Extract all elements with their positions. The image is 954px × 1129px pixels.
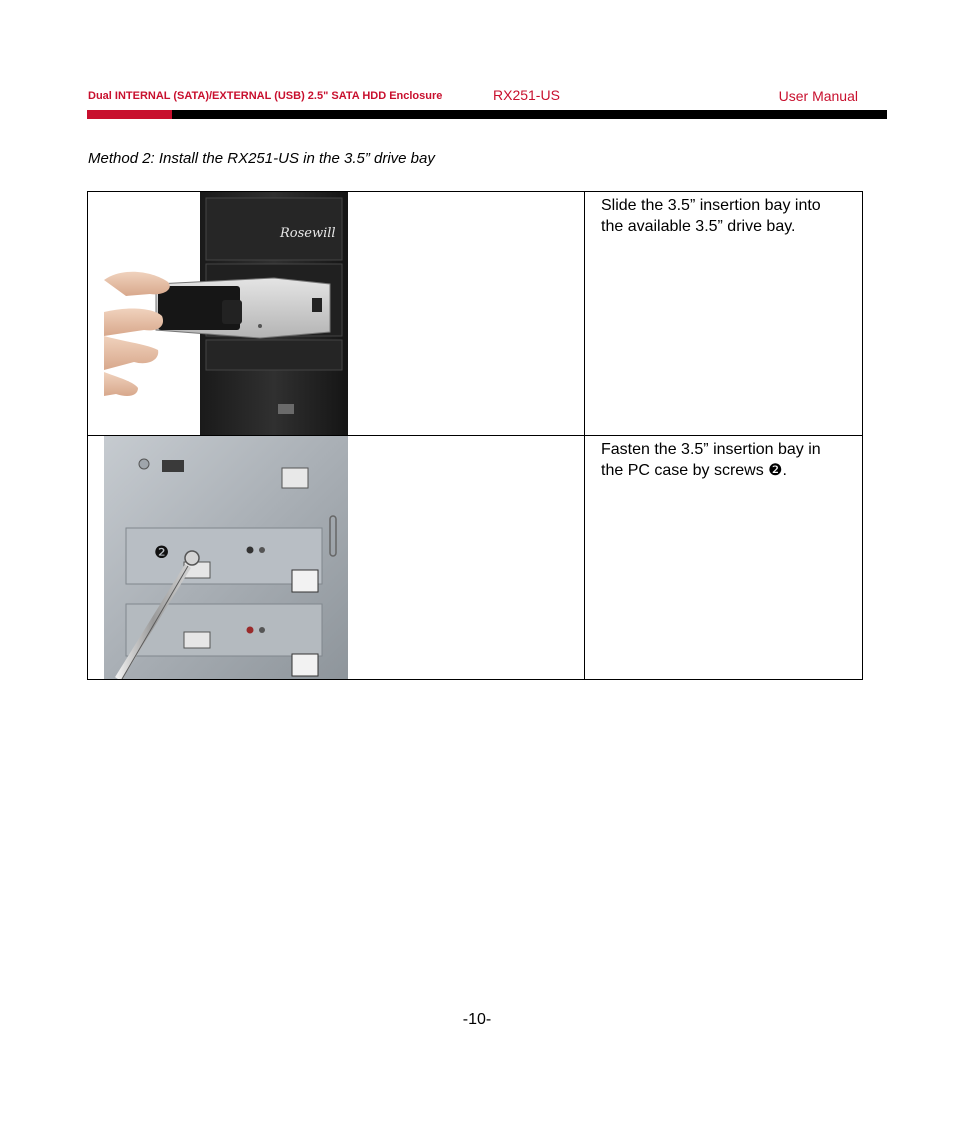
step-2-text-cell [585, 436, 863, 680]
screw-marker: ❷ [154, 543, 170, 563]
header-rule-accent [87, 110, 172, 119]
table-row [88, 192, 863, 436]
step-2-instruction: Fasten the 3.5” insertion bay in the PC case by screws ❷. [601, 441, 821, 479]
insert-bay-photo [104, 192, 348, 435]
step-1-instruction: Slide the 3.5” insertion bay into the available 3.5” drive bay. [601, 197, 821, 235]
fasten-screws-photo [104, 436, 348, 679]
step-1-image-cell [88, 192, 585, 436]
header-manual-label: User Manual [778, 88, 858, 104]
steps-table [87, 191, 863, 680]
rosewill-logo: Rosewill [280, 226, 336, 241]
page-number: -10- [462, 1011, 492, 1028]
table-row [88, 436, 863, 680]
header-product-name: Dual INTERNAL (SATA)/EXTERNAL (USB) 2.5" SATA HDD Enclosure [88, 90, 443, 102]
step-2-image-cell [88, 436, 585, 680]
page-header [88, 87, 858, 107]
header-model: RX251-US [493, 87, 560, 103]
step-1-text-cell [585, 192, 863, 436]
header-rule [172, 110, 887, 119]
section-subtitle: Method 2: Install the RX251-US in the 3.5” drive bay [88, 150, 435, 167]
